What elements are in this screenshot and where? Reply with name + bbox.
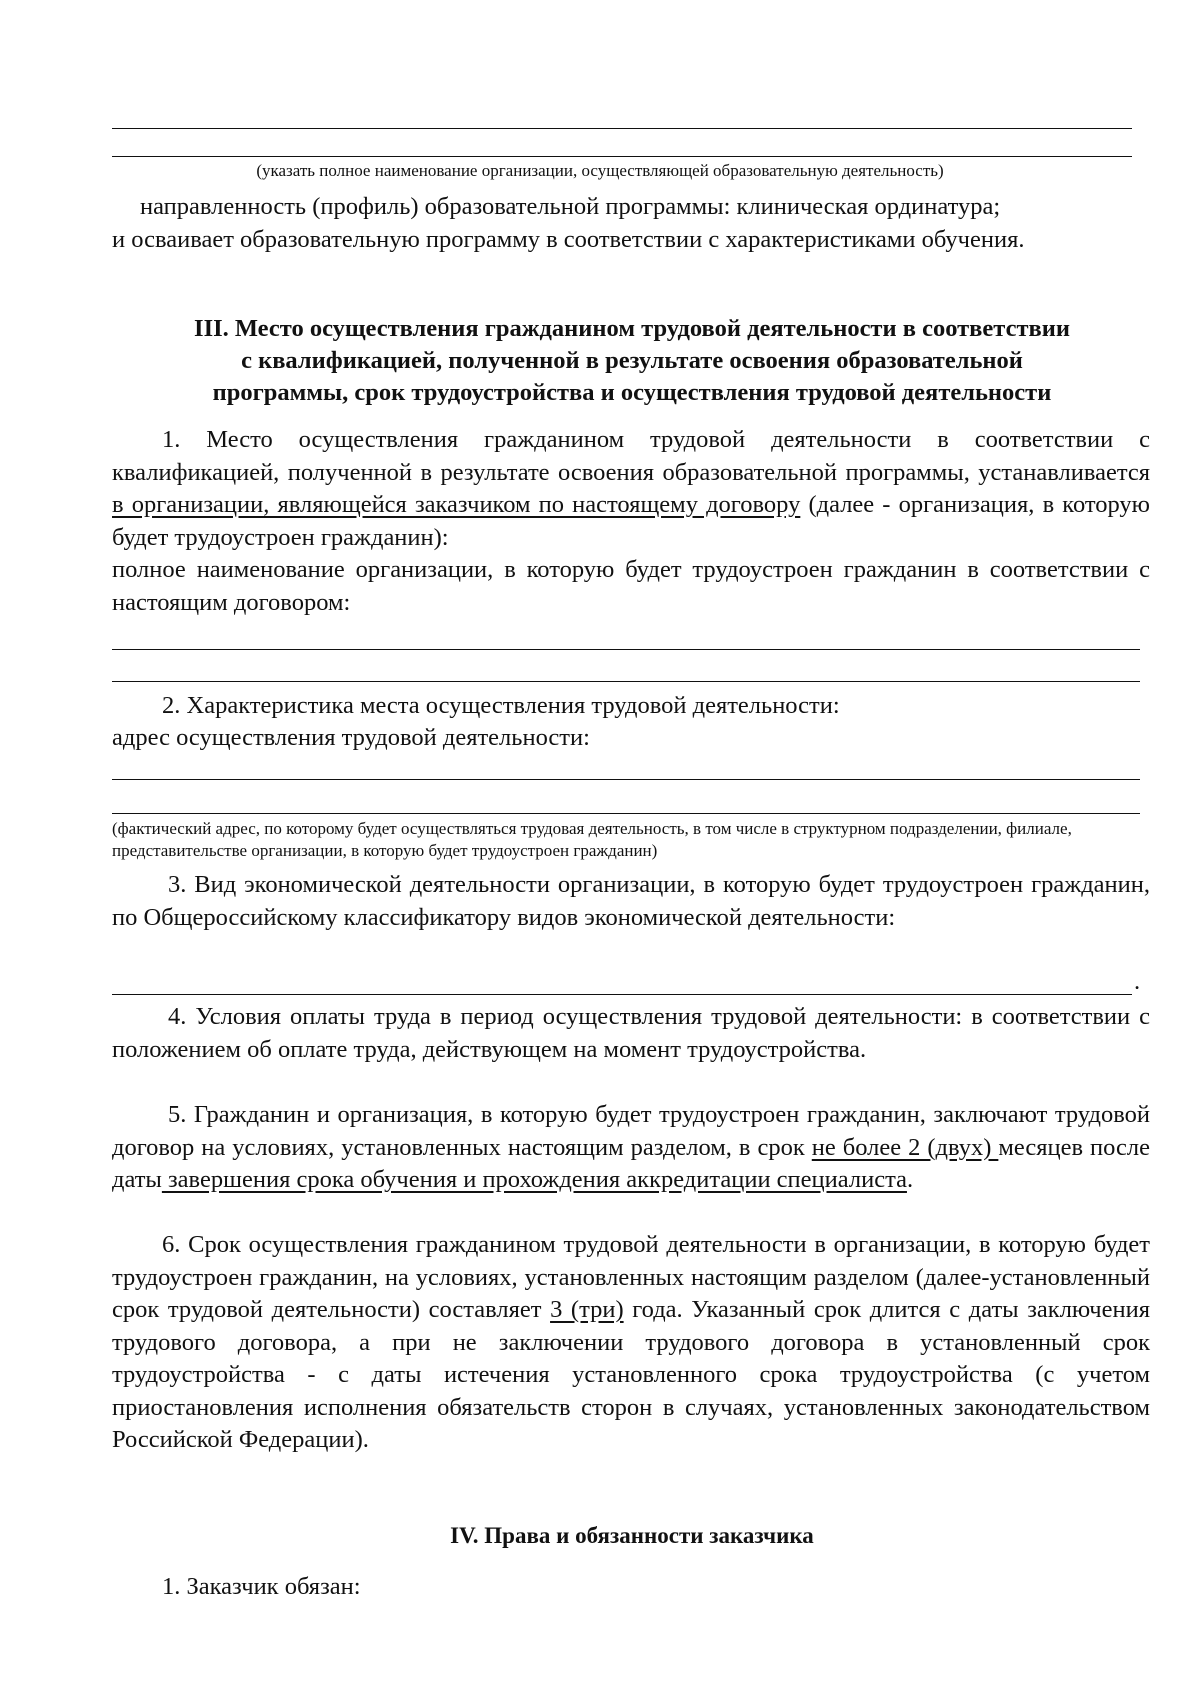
- section-4-title: IV. Права и обязанности заказчика: [450, 1523, 814, 1548]
- section-3-item-2: 2. Характеристика места осуществления трудовой деятельности:: [162, 692, 840, 719]
- item5-underlined-term: не более 2 (двух): [811, 1133, 999, 1161]
- item5-text-end: .: [906, 1166, 914, 1193]
- item5-text-start: 5. Гражданин и организация, в которую будет трудоустроен гражданин, заключают трудовой договор на условиях, установленных настоящим разделом, в срок: [112, 1101, 1150, 1161]
- program-direction-paragraph: направленность (профиль) образовательной программы: клиническая ординатура;: [140, 193, 1001, 220]
- item6-text-end: года. Указанный срок длится с даты заключения трудового договора, а при не заключении трудового договора в установленный срок трудоустройства - с даты истечения установленного срока трудоустройства (с учетом приостановления исполнения обязательств сторон в случаях, установленных законодательством Российской Федерации).: [112, 1296, 1150, 1453]
- section-3-item-3: 3. Вид экономической деятельности организации, в которую будет трудоустроен гражданин, по Общероссийскому классификатору видов экономической деятельности:: [112, 871, 1150, 931]
- blank-line: [112, 813, 1140, 814]
- org-name-caption: (указать полное наименование организации, осуществляющей образовательную деятельность): [256, 161, 944, 180]
- section-3-title-line2: с квалификацией, полученной в результате освоения образовательной: [241, 347, 1023, 374]
- section-4-item-1: 1. Заказчик обязан:: [162, 1573, 361, 1600]
- blank-line: [112, 128, 1132, 129]
- item5-text-mid: месяцев после даты: [112, 1133, 1150, 1193]
- item1-text-start: 1. Место осуществления гражданином трудовой деятельности в соответствии с квалификацией, полученной в результате освоения образовательной программы, устанавливается: [112, 426, 1150, 486]
- item6-underlined-period: 3 (три): [550, 1296, 624, 1323]
- item3-end-dot: .: [1134, 968, 1141, 995]
- item1-underlined-text: в организации, являющейся заказчиком по настоящему договору: [112, 491, 801, 518]
- blank-line: [112, 681, 1140, 682]
- section-3-item-6: [112, 1229, 1150, 1457]
- blank-line: [112, 994, 1132, 995]
- section-3-item-1-fullname: полное наименование организации, в которую будет трудоустроен гражданин в соответствии с настоящим договором:: [112, 556, 1150, 616]
- blank-line: [112, 649, 1140, 650]
- blank-line: [112, 779, 1140, 780]
- section-3-item-2-address: адрес осуществления трудовой деятельности:: [112, 724, 590, 751]
- section-3-item-5: [112, 1099, 1150, 1197]
- item5-underlined-condition: завершения срока обучения и прохождения аккредитации специалиста: [161, 1166, 907, 1193]
- section-3-title: [112, 313, 1152, 409]
- address-caption: (фактический адрес, по которому будет осуществляться трудовая деятельность, в том числе в структурном подразделении, филиале, представительстве организации, в которую будет трудоустроен гражданин): [112, 819, 1072, 860]
- section-3-title-line1: III. Место осуществления гражданином трудовой деятельности в соответствии: [194, 315, 1070, 342]
- program-mastering-paragraph: и осваивает образовательную программу в соответствии с характеристиками обучения.: [112, 226, 1025, 253]
- item1-text-end: (далее - организация, в которую будет трудоустроен гражданин):: [112, 491, 1150, 551]
- item6-text-start: 6. Срок осуществления гражданином трудовой деятельности в организации, в которую будет трудоустроен гражданин, на условиях, установленных настоящим разделом (далее-установленный срок трудовой деятельности) составляет: [112, 1231, 1150, 1323]
- section-3-title-line3: программы, срок трудоустройства и осуществления трудовой деятельности: [212, 379, 1052, 406]
- blank-line: [112, 156, 1132, 157]
- section-3-item-1: [112, 424, 1150, 554]
- section-3-item-4: 4. Условия оплаты труда в период осуществления трудовой деятельности: в соответствии с положением об оплате труда, действующем на момент трудоустройства.: [112, 1003, 1150, 1063]
